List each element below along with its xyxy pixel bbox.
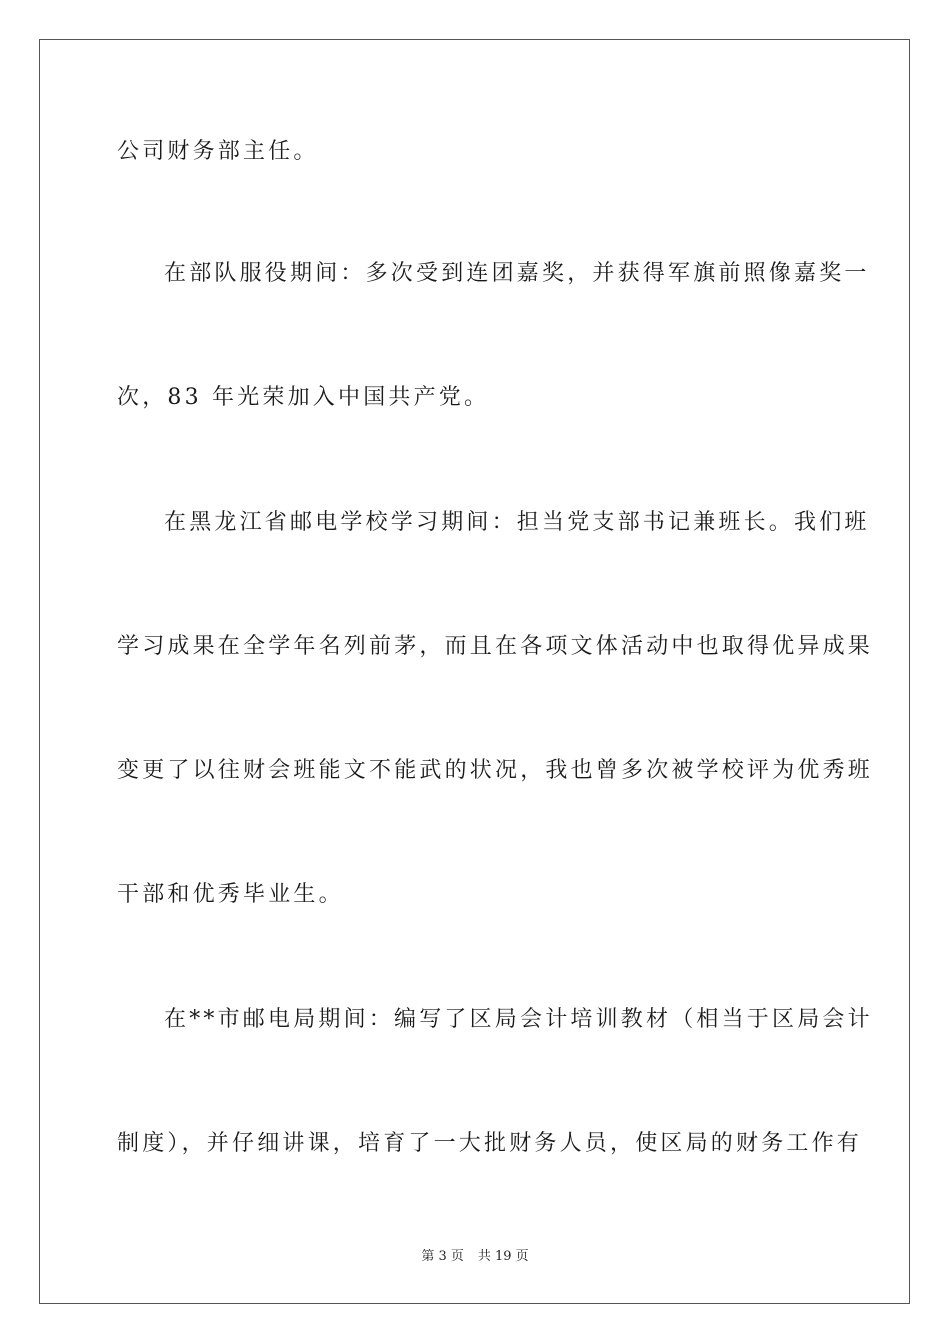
paragraph-line: 在部队服役期间：多次受到连团嘉奖，并获得军旗前照像嘉奖一 bbox=[164, 261, 870, 286]
paragraph-line: 在**市邮电局期间：编写了区局会计培训教材（相当于区局会计 bbox=[164, 1007, 873, 1032]
page-total: 共 19 页 bbox=[477, 1249, 529, 1264]
paragraph-line: 公司财务部主任。 bbox=[117, 139, 319, 164]
paragraph-line: 变更了以往财会班能文不能武的状况，我也曾多次被学校评为优秀班 bbox=[117, 758, 874, 783]
paragraph-line: 学习成果在全学年名列前茅，而且在各项文体活动中也取得优异成果 bbox=[117, 634, 874, 659]
paragraph-line: 次，83 年光荣加入中国共产党。 bbox=[117, 385, 490, 410]
paragraph-line: 在黑龙江省邮电学校学习期间：担当党支部书记兼班长。我们班 bbox=[164, 510, 870, 535]
paragraph-line: 干部和优秀毕业生。 bbox=[117, 882, 344, 907]
page-footer bbox=[0, 1248, 950, 1266]
page-border bbox=[39, 39, 910, 1304]
paragraph-line: 制度），并仔细讲课，培育了一大批财务人员，使区局的财务工作有 bbox=[117, 1131, 863, 1156]
page-number: 第 3 页 bbox=[421, 1249, 464, 1264]
